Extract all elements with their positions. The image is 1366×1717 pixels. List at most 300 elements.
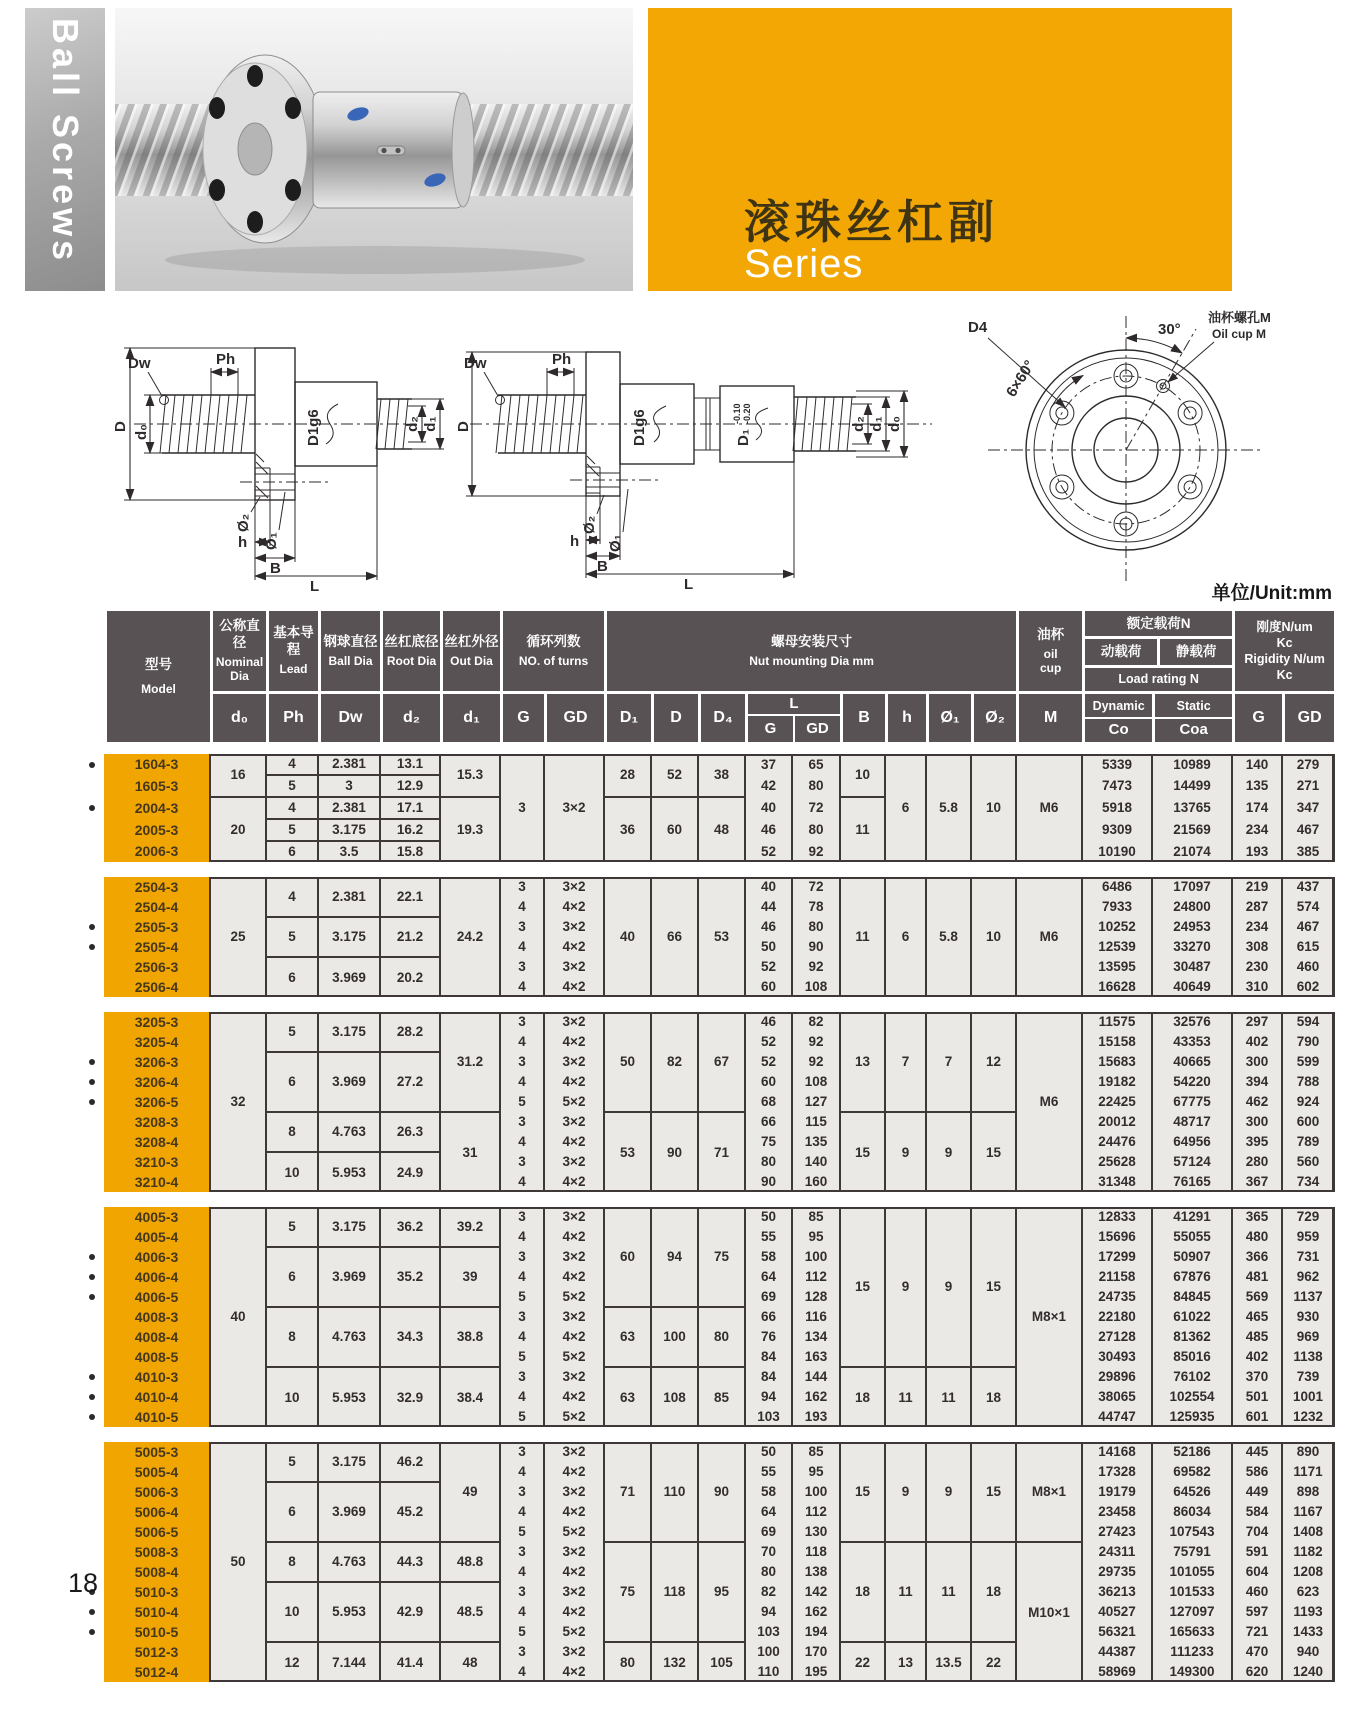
dim-label-ph: Ph <box>552 351 572 368</box>
cell-L-GD: 92 <box>792 1052 840 1072</box>
cell-rigidity-GD: 1193 <box>1282 1602 1334 1622</box>
cell-Co: 12539 <box>1082 937 1152 957</box>
cell-rigidity-G: 501 <box>1232 1387 1282 1407</box>
cell-L-G: 66 <box>745 1307 792 1327</box>
cell-Ph: 4 <box>266 797 318 819</box>
cell-turns-G: 4 <box>500 1327 544 1347</box>
cell-L-G: 70 <box>745 1542 792 1562</box>
cell-O2: 12 <box>971 1012 1016 1112</box>
cell-D: 82 <box>651 1012 698 1112</box>
model-number: 2505-3 <box>104 917 210 937</box>
cell-Co: 29896 <box>1082 1367 1152 1387</box>
cell-L-GD: 162 <box>792 1602 840 1622</box>
model-number: 4006-4 <box>104 1267 210 1287</box>
model-number: 4010-5 <box>104 1407 210 1427</box>
cell-turns-G: 3 <box>500 754 544 862</box>
model-number: 3205-3 <box>104 1012 210 1032</box>
label: 额定载荷N <box>1085 611 1232 639</box>
cell-Dw: 5.953 <box>318 1367 380 1427</box>
cell-turns-G: 5 <box>500 1347 544 1367</box>
cell-h: 6 <box>885 877 926 997</box>
dim-label-dw: Dw <box>128 355 151 372</box>
diagram-canvas <box>104 296 1344 598</box>
cell-turns-GD: 3×2 <box>544 1367 604 1387</box>
cell-rigidity-G: 465 <box>1232 1307 1282 1327</box>
cell-B: 22 <box>840 1642 885 1682</box>
cell-O2: 15 <box>971 1442 1016 1542</box>
cell-Co: 17299 <box>1082 1247 1152 1267</box>
cell-Co: 7933 <box>1082 897 1152 917</box>
col-header-model-zh: 型号 <box>145 656 172 672</box>
cell-turns-GD: 4×2 <box>544 937 604 957</box>
spec-row-4005-3 <box>104 1207 1334 1227</box>
cell-rigidity-GD: 600 <box>1282 1112 1334 1132</box>
cell-L-G: 69 <box>745 1287 792 1307</box>
cell-D1: 75 <box>604 1542 651 1642</box>
dim-label-o1: Ø₁ <box>607 534 624 552</box>
cell-L-GD: 72 <box>792 877 840 897</box>
dim-label-o2: Ø₂ <box>581 515 598 534</box>
cell-Ph: 5 <box>266 1012 318 1052</box>
cell-d2: 13.1 <box>380 754 440 775</box>
spec-row-3208-3 <box>104 1112 1334 1132</box>
sym-D4: D₄ <box>700 693 747 744</box>
cell-turns-GD: 3×2 <box>544 1642 604 1662</box>
cell-D4: 67 <box>698 1012 745 1112</box>
cell-rigidity-GD: 467 <box>1282 917 1334 937</box>
model-number: 5012-4 <box>104 1662 210 1682</box>
cell-Coa: 54220 <box>1152 1072 1232 1092</box>
cell-rigidity-GD: 347 <box>1282 797 1334 819</box>
cell-turns-GD: 4×2 <box>544 1227 604 1247</box>
sym-dynamic-co <box>1084 693 1154 744</box>
dim-label-l: L <box>310 578 320 595</box>
diagram-cylindrical-nut-side <box>455 351 932 593</box>
bullet-marker <box>89 1254 95 1260</box>
cell-turns-G: 3 <box>500 1307 544 1327</box>
cell-Dw: 5.953 <box>318 1152 380 1192</box>
cell-d1: 38.8 <box>440 1307 500 1367</box>
cell-L-G: 42 <box>745 775 792 797</box>
cell-Coa: 76102 <box>1152 1367 1232 1387</box>
cell-turns-G: 4 <box>500 1502 544 1522</box>
cell-L-G: 110 <box>745 1662 792 1682</box>
cell-turns-G: 3 <box>500 1582 544 1602</box>
cell-turns-GD: 3×2 <box>544 877 604 897</box>
cell-L-G: 60 <box>745 1072 792 1092</box>
cell-rigidity-G: 704 <box>1232 1522 1282 1542</box>
cell-turns-GD: 4×2 <box>544 1032 604 1052</box>
cell-Ph: 12 <box>266 1642 318 1682</box>
cell-Co: 36213 <box>1082 1582 1152 1602</box>
cell-rigidity-G: 230 <box>1232 957 1282 977</box>
cell-Coa: 21569 <box>1152 819 1232 841</box>
cell-Ph: 8 <box>266 1112 318 1152</box>
sym-ph: Ph <box>268 693 320 744</box>
cell-Co: 9309 <box>1082 819 1152 841</box>
cell-D1: 80 <box>604 1642 651 1682</box>
cell-rigidity-GD: 467 <box>1282 819 1334 841</box>
cell-turns-GD: 3×2 <box>544 1542 604 1562</box>
cell-Co: 5918 <box>1082 797 1152 819</box>
cell-d2: 35.2 <box>380 1247 440 1307</box>
cell-rigidity-G: 586 <box>1232 1462 1282 1482</box>
cell-D4: 85 <box>698 1367 745 1427</box>
cell-rigidity-GD: 271 <box>1282 775 1334 797</box>
cell-rigidity-G: 462 <box>1232 1092 1282 1112</box>
cell-O1: 9 <box>926 1112 971 1192</box>
ball-screw-photo <box>115 8 633 291</box>
cell-Ph: 10 <box>266 1367 318 1427</box>
cell-M: M8×1 <box>1016 1442 1082 1542</box>
cell-O2: 18 <box>971 1542 1016 1642</box>
label: Ball Dia <box>328 653 373 668</box>
cell-turns-G: 3 <box>500 1247 544 1267</box>
cell-rigidity-G: 445 <box>1232 1442 1282 1462</box>
col-header-oil-cup <box>1018 610 1084 693</box>
model-number: 5010-4 <box>104 1602 210 1622</box>
label-dynamic-zh: 动载荷 <box>1100 644 1142 659</box>
cell-turns-GD: 3×2 <box>544 957 604 977</box>
cell-Coa: 125935 <box>1152 1407 1232 1427</box>
cell-rigidity-GD: 279 <box>1282 754 1334 775</box>
cell-rigidity-G: 219 <box>1232 877 1282 897</box>
dim-label-d0: d₀ <box>133 424 150 440</box>
cell-L-GD: 163 <box>792 1347 840 1367</box>
cell-L-G: 58 <box>745 1247 792 1267</box>
cell-L-GD: 92 <box>792 841 840 862</box>
cell-Dw: 2.381 <box>318 797 380 819</box>
cell-rigidity-G: 140 <box>1232 754 1282 775</box>
cell-rigidity-GD: 959 <box>1282 1227 1334 1247</box>
spec-group-50 <box>104 1442 1335 1682</box>
cell-turns-G: 3 <box>500 1152 544 1172</box>
cell-turns-GD: 3×2 <box>544 1112 604 1132</box>
cell-d2: 16.2 <box>380 819 440 841</box>
spec-group-16-20 <box>104 754 1335 862</box>
cell-turns-GD: 4×2 <box>544 1267 604 1287</box>
label: 油杯 <box>1037 626 1065 642</box>
cell-Dw: 3.175 <box>318 1207 380 1247</box>
cell-turns-G: 3 <box>500 1542 544 1562</box>
spec-row-5005-3 <box>104 1442 1334 1462</box>
label: Dynamic <box>1085 695 1152 719</box>
dim-label-o2: Ø₂ <box>235 513 252 532</box>
cell-L-GD: 170 <box>792 1642 840 1662</box>
model-number: 4006-3 <box>104 1247 210 1267</box>
cell-Ph: 8 <box>266 1542 318 1582</box>
cell-rigidity-GD: 790 <box>1282 1032 1334 1052</box>
cell-rigidity-GD: 898 <box>1282 1482 1334 1502</box>
bullet-marker <box>89 1059 95 1065</box>
cell-B: 15 <box>840 1442 885 1542</box>
dim-label-d2: d₂ <box>850 416 867 432</box>
masthead <box>648 8 1232 291</box>
model-number: 3208-4 <box>104 1132 210 1152</box>
sym-static-coa <box>1154 693 1234 744</box>
cell-Co: 25628 <box>1082 1152 1152 1172</box>
side-banner-title: Ball Screws <box>45 18 86 265</box>
cell-turns-GD: 5×2 <box>544 1287 604 1307</box>
cell-turns-GD: 3×2 <box>544 1582 604 1602</box>
cell-turns-G: 3 <box>500 877 544 897</box>
cell-d2: 44.3 <box>380 1542 440 1582</box>
cell-Coa: 101533 <box>1152 1582 1232 1602</box>
cell-D4: 95 <box>698 1542 745 1642</box>
model-number: 2005-3 <box>104 819 210 841</box>
dim-label-b: B <box>270 560 281 577</box>
bullet-marker <box>89 1374 95 1380</box>
cell-turns-G: 4 <box>500 1172 544 1192</box>
model-number: 5008-4 <box>104 1562 210 1582</box>
cell-d1: 31 <box>440 1112 500 1192</box>
cell-Coa: 75791 <box>1152 1542 1232 1562</box>
bullet-marker <box>89 1629 95 1635</box>
cell-d0: 16 <box>210 754 266 797</box>
cell-L-GD: 90 <box>792 937 840 957</box>
cell-rigidity-G: 460 <box>1232 1582 1282 1602</box>
cell-d2: 28.2 <box>380 1012 440 1052</box>
bullet-marker <box>89 1294 95 1300</box>
cell-rigidity-G: 308 <box>1232 937 1282 957</box>
model-number: 5012-3 <box>104 1642 210 1662</box>
cell-turns-GD: 3×2 <box>544 1247 604 1267</box>
cell-Dw: 3 <box>318 775 380 797</box>
cell-turns-G: 5 <box>500 1522 544 1542</box>
model-number: 5005-4 <box>104 1462 210 1482</box>
cell-rigidity-GD: 788 <box>1282 1072 1334 1092</box>
sym-d0: d₀ <box>212 693 268 744</box>
cell-Coa: 14499 <box>1152 775 1232 797</box>
cell-O2: 10 <box>971 754 1016 862</box>
cell-Dw: 3.5 <box>318 841 380 862</box>
cell-Co: 15683 <box>1082 1052 1152 1072</box>
cell-O1: 9 <box>926 1207 971 1367</box>
cell-rigidity-GD: 594 <box>1282 1012 1334 1032</box>
label: 钢球直径 <box>323 633 378 649</box>
label: 丝杠底径 <box>384 633 439 649</box>
cell-d1: 19.3 <box>440 797 500 862</box>
cell-O2: 15 <box>971 1207 1016 1367</box>
dim-label-pattern: 6×60° <box>1002 357 1039 401</box>
bullet-marker <box>89 762 95 768</box>
cell-O1: 7 <box>926 1012 971 1112</box>
cell-L-GD: 65 <box>792 754 840 775</box>
cell-turns-GD: 4×2 <box>544 1132 604 1152</box>
cell-d2: 20.2 <box>380 957 440 997</box>
cell-Co: 29735 <box>1082 1562 1152 1582</box>
cell-Co: 16628 <box>1082 977 1152 997</box>
dim-label-o1: Ø₁ <box>263 532 280 550</box>
cell-rigidity-G: 394 <box>1232 1072 1282 1092</box>
cell-Co: 30493 <box>1082 1347 1152 1367</box>
cell-Co: 17328 <box>1082 1462 1152 1482</box>
cell-M: M8×1 <box>1016 1207 1082 1427</box>
cell-Coa: 67775 <box>1152 1092 1232 1112</box>
cell-D4: 38 <box>698 754 745 797</box>
cell-rigidity-GD: 460 <box>1282 957 1334 977</box>
cell-Ph: 5 <box>266 1442 318 1482</box>
cell-Ph: 6 <box>266 1247 318 1307</box>
cell-turns-GD: 3×2 <box>544 1052 604 1072</box>
cell-d2: 17.1 <box>380 797 440 819</box>
cell-Dw: 4.763 <box>318 1112 380 1152</box>
cell-d2: 27.2 <box>380 1052 440 1112</box>
cell-d2: 45.2 <box>380 1482 440 1542</box>
cell-Co: 22425 <box>1082 1092 1152 1112</box>
cell-L-GD: 138 <box>792 1562 840 1582</box>
cell-turns-G: 4 <box>500 1462 544 1482</box>
cell-turns-G: 5 <box>500 1407 544 1427</box>
cell-rigidity-G: 480 <box>1232 1227 1282 1247</box>
spec-table-header <box>104 608 1337 745</box>
cell-D4: 90 <box>698 1442 745 1542</box>
cell-turns-GD: 5×2 <box>544 1622 604 1642</box>
cell-Dw: 5.953 <box>318 1582 380 1642</box>
cell-L-GD: 194 <box>792 1622 840 1642</box>
cell-Dw: 4.763 <box>318 1542 380 1582</box>
cell-L-GD: 144 <box>792 1367 840 1387</box>
diagram-flange-nut-side <box>112 348 444 595</box>
cell-rigidity-G: 395 <box>1232 1132 1282 1152</box>
model-number: 2505-4 <box>104 937 210 957</box>
cell-turns-GD: 5×2 <box>544 1092 604 1112</box>
ball-screw-photo-art <box>115 8 633 291</box>
cell-Coa: 43353 <box>1152 1032 1232 1052</box>
model-number: 1604-3 <box>104 754 210 775</box>
cell-turns-G: 4 <box>500 897 544 917</box>
diagram-flange-face <box>968 310 1271 584</box>
cell-L-G: 55 <box>745 1227 792 1247</box>
cell-rigidity-G: 584 <box>1232 1502 1282 1522</box>
cell-Co: 58969 <box>1082 1662 1152 1682</box>
cell-D1: 60 <box>604 1207 651 1307</box>
cell-L-GD: 162 <box>792 1387 840 1407</box>
model-number: 5010-3 <box>104 1582 210 1602</box>
cell-Coa: 48717 <box>1152 1112 1232 1132</box>
bullet-marker <box>89 1394 95 1400</box>
cell-rigidity-GD: 1182 <box>1282 1542 1334 1562</box>
cell-rigidity-GD: 1001 <box>1282 1387 1334 1407</box>
cell-rigidity-GD: 602 <box>1282 977 1334 997</box>
page-title: 滚珠丝杠副 <box>744 196 999 248</box>
cell-B: 11 <box>840 797 885 862</box>
model-number: 4008-4 <box>104 1327 210 1347</box>
col-header-rigidity <box>1234 610 1336 693</box>
cell-D: 60 <box>651 797 698 862</box>
label: Lead <box>279 662 308 677</box>
cell-turns-G: 4 <box>500 1072 544 1092</box>
cell-L-G: 40 <box>745 797 792 819</box>
cell-Coa: 57124 <box>1152 1152 1232 1172</box>
model-number: 1605-3 <box>104 775 210 797</box>
cell-turns-G: 4 <box>500 977 544 997</box>
model-number: 5006-4 <box>104 1502 210 1522</box>
cell-d2: 15.8 <box>380 841 440 862</box>
cell-turns-GD: 3×2 <box>544 1012 604 1032</box>
dim-label-d1: d₁ <box>422 416 439 432</box>
engineering-diagrams <box>104 296 1344 598</box>
cell-Coa: 81362 <box>1152 1327 1232 1347</box>
sym-M: M <box>1018 693 1084 744</box>
cell-L-GD: 80 <box>792 775 840 797</box>
cell-Co: 24476 <box>1082 1132 1152 1152</box>
cell-Co: 21158 <box>1082 1267 1152 1287</box>
cell-Coa: 21074 <box>1152 841 1232 862</box>
model-number: 2504-4 <box>104 897 210 917</box>
col-header-load-rating <box>1084 610 1234 693</box>
cell-rigidity-G: 234 <box>1232 917 1282 937</box>
cell-rigidity-G: 597 <box>1232 1602 1282 1622</box>
cell-rigidity-GD: 1138 <box>1282 1347 1334 1367</box>
cell-Coa: 24800 <box>1152 897 1232 917</box>
bullet-marker <box>89 1609 95 1615</box>
model-number: 5006-5 <box>104 1522 210 1542</box>
cell-Co: 31348 <box>1082 1172 1152 1192</box>
cell-Co: 24735 <box>1082 1287 1152 1307</box>
cell-rigidity-G: 367 <box>1232 1172 1282 1192</box>
cell-rigidity-GD: 1408 <box>1282 1522 1334 1542</box>
cell-Co: 10190 <box>1082 841 1152 862</box>
cell-turns-GD: 4×2 <box>544 1502 604 1522</box>
sym-turns-gd: GD <box>546 693 606 744</box>
spec-table-wrap <box>104 608 1344 1682</box>
cell-Coa: 32576 <box>1152 1012 1232 1032</box>
cell-rigidity-GD: 969 <box>1282 1327 1334 1347</box>
cell-turns-GD: 4×2 <box>544 1602 604 1622</box>
cell-rigidity-G: 300 <box>1232 1112 1282 1132</box>
cell-turns-GD: 3×2 <box>544 1152 604 1172</box>
model-number: 3206-3 <box>104 1052 210 1072</box>
model-number: 3205-4 <box>104 1032 210 1052</box>
model-number: 4005-3 <box>104 1207 210 1227</box>
cell-Dw: 3.969 <box>318 957 380 997</box>
cell-D: 94 <box>651 1207 698 1307</box>
cell-turns-GD: 5×2 <box>544 1407 604 1427</box>
cell-L-GD: 72 <box>792 797 840 819</box>
cell-Co: 40527 <box>1082 1602 1152 1622</box>
header-row-titles <box>106 610 1336 693</box>
cell-D1: 40 <box>604 877 651 997</box>
cell-h: 9 <box>885 1207 926 1367</box>
cell-Co: 44387 <box>1082 1642 1152 1662</box>
cell-Ph: 5 <box>266 1207 318 1247</box>
cell-rigidity-GD: 789 <box>1282 1132 1334 1152</box>
cell-Coa: 84845 <box>1152 1287 1232 1307</box>
cell-D: 110 <box>651 1442 698 1542</box>
cell-rigidity-G: 485 <box>1232 1327 1282 1347</box>
cell-L-G: 103 <box>745 1407 792 1427</box>
cell-L-G: 94 <box>745 1602 792 1622</box>
cell-Dw: 7.144 <box>318 1642 380 1682</box>
cell-Coa: 111233 <box>1152 1642 1232 1662</box>
cell-rigidity-G: 604 <box>1232 1562 1282 1582</box>
cell-d1: 15.3 <box>440 754 500 797</box>
sym-O2: Ø₂ <box>973 693 1018 744</box>
cell-turns-G: 3 <box>500 1482 544 1502</box>
cell-d2: 36.2 <box>380 1207 440 1247</box>
cell-turns-GD: 4×2 <box>544 1662 604 1682</box>
cell-D1: 36 <box>604 797 651 862</box>
cell-rigidity-G: 402 <box>1232 1032 1282 1052</box>
cell-L-G: 50 <box>745 1207 792 1227</box>
label: 公称直径 <box>219 618 260 651</box>
cell-rigidity-GD: 1433 <box>1282 1622 1334 1642</box>
cell-L-G: 60 <box>745 977 792 997</box>
cell-Coa: 30487 <box>1152 957 1232 977</box>
cell-L-GD: 115 <box>792 1112 840 1132</box>
cell-Ph: 6 <box>266 957 318 997</box>
